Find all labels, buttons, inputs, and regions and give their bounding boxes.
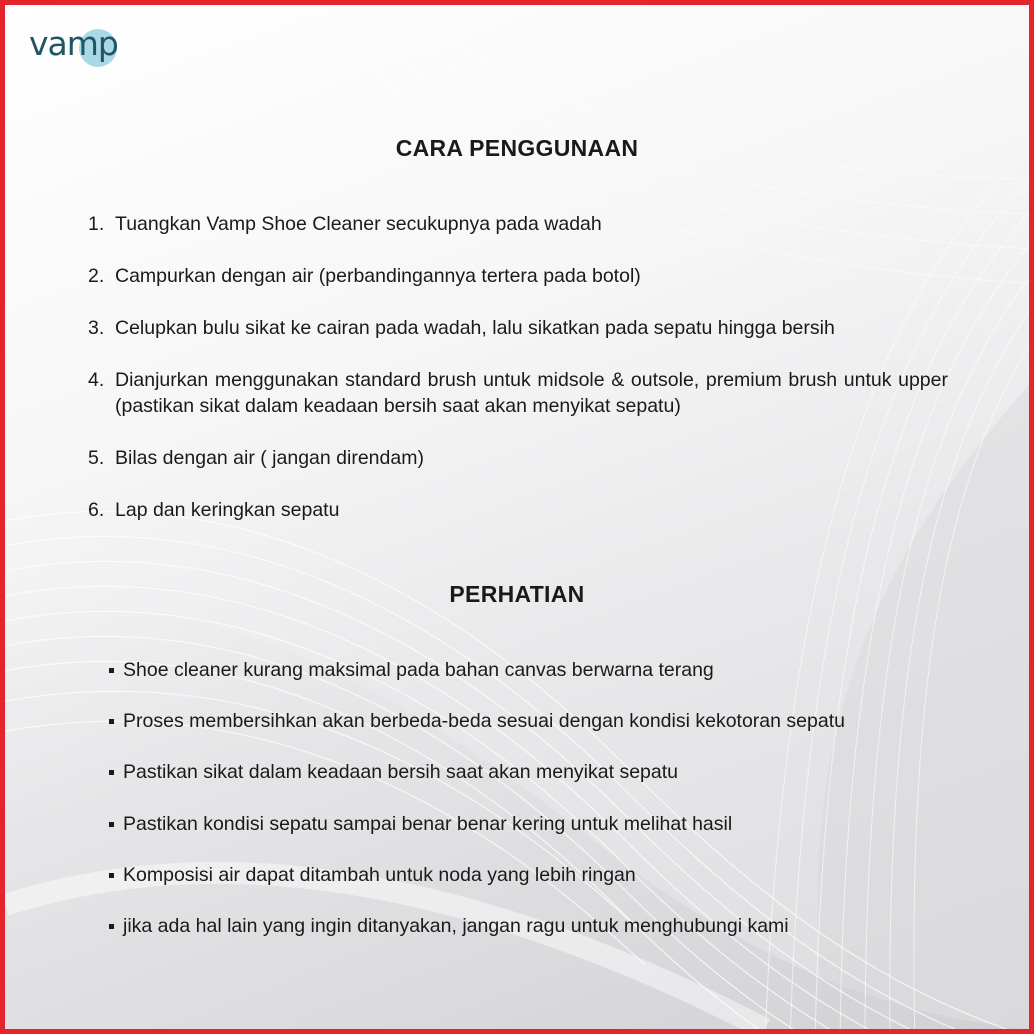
- bullet-icon: [109, 770, 114, 775]
- step-text: Campurkan dengan air (perbandingannya tertera pada botol): [115, 265, 641, 287]
- attention-item: [108, 708, 988, 734]
- attention-title: PERHATIAN: [449, 581, 585, 607]
- attention-item: [108, 913, 988, 939]
- usage-title: CARA PENGGUNAAN: [395, 135, 639, 161]
- attention-item: [108, 759, 988, 785]
- bullet-icon: [109, 873, 114, 878]
- step-text: Dianjurkan menggunakan standard brush untuk midsole & outsole, premium brush untuk upper (pastikan sikat dalam keadaan bersih saat akan menyikat sepatu): [115, 369, 948, 417]
- usage-step: [88, 445, 948, 471]
- attention-item: [108, 862, 988, 888]
- usage-step: [88, 367, 948, 419]
- vamp-logo: [29, 24, 121, 75]
- step-number: 6.: [88, 499, 105, 521]
- step-text: Lap dan keringkan sepatu: [115, 499, 340, 521]
- step-number: 3.: [88, 317, 105, 339]
- attention-text: Pastikan sikat dalam keadaan bersih saat akan menyikat sepatu: [123, 761, 678, 784]
- bullet-icon: [109, 668, 114, 673]
- step-text: Bilas dengan air ( jangan direndam): [115, 447, 424, 469]
- attention-text: jika ada hal lain yang ingin ditanyakan, jangan ragu untuk menghubungi kami: [123, 914, 789, 937]
- attention-list: [108, 657, 988, 964]
- attention-text: Komposisi air dapat ditambah untuk noda yang lebih ringan: [123, 863, 636, 886]
- attention-item: [108, 811, 988, 837]
- attention-item: [108, 657, 988, 683]
- step-text: Celupkan bulu sikat ke cairan pada wadah, lalu sikatkan pada sepatu hingga bersih: [115, 317, 835, 339]
- bullet-icon: [109, 924, 114, 929]
- usage-step: [88, 211, 948, 237]
- step-number: 2.: [88, 265, 105, 287]
- usage-step: [88, 263, 948, 289]
- step-number: 1.: [88, 213, 105, 235]
- attention-text: Shoe cleaner kurang maksimal pada bahan canvas berwarna terang: [123, 659, 714, 681]
- usage-step: [88, 497, 948, 523]
- usage-steps-list: [88, 211, 948, 549]
- bullet-icon: [109, 822, 114, 827]
- usage-step: [88, 315, 948, 341]
- attention-text: Proses membersihkan akan berbeda-beda sesuai dengan kondisi kekotoran sepatu: [123, 710, 845, 733]
- logo-text: vamp: [29, 24, 118, 63]
- bullet-icon: [109, 719, 114, 724]
- attention-text: Pastikan kondisi sepatu sampai benar benar kering untuk melihat hasil: [123, 812, 733, 835]
- step-text: Tuangkan Vamp Shoe Cleaner secukupnya pada wadah: [115, 213, 602, 235]
- step-number: 5.: [88, 447, 105, 469]
- step-number: 4.: [88, 369, 105, 391]
